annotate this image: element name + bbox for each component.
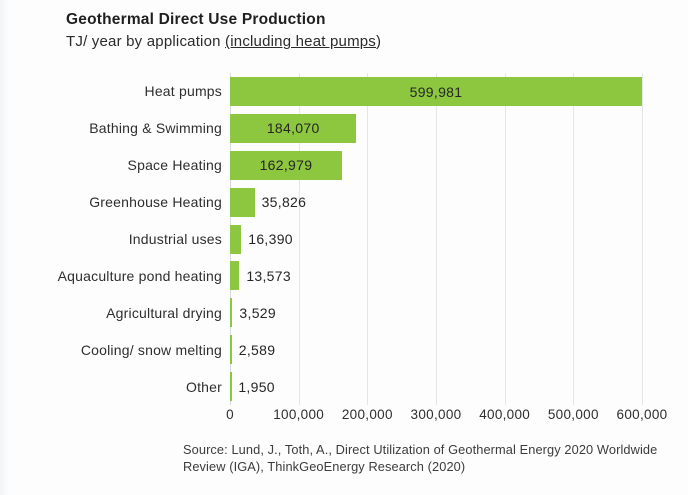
bar — [230, 298, 232, 327]
x-tick-label: 100,000 — [273, 407, 325, 422]
source-line-1: Source: Lund, J., Toth, A., Direct Utilization of Geothermal Energy 2020 Worldwide — [183, 442, 658, 457]
value-label: 35,826 — [261, 194, 307, 211]
x-tick-label: 200,000 — [341, 407, 393, 422]
bar — [230, 225, 241, 254]
category-label: Aquaculture pond heating — [57, 267, 222, 284]
source-note — [183, 441, 663, 475]
x-tick-label: 0 — [226, 407, 234, 422]
bar-track — [230, 151, 642, 180]
bar-track — [230, 335, 642, 364]
category-label: Other — [185, 378, 222, 395]
value-label: 2,589 — [238, 341, 276, 358]
x-tick-label: 300,000 — [410, 407, 462, 422]
x-tick-label: 400,000 — [479, 407, 531, 422]
value-label: 16,390 — [248, 231, 293, 248]
chart-header — [66, 11, 381, 50]
bar-rows — [0, 73, 688, 405]
x-axis — [226, 407, 668, 425]
bar — [230, 188, 255, 217]
chart-title: Geothermal Direct Use Production — [66, 11, 326, 28]
bar-track — [230, 372, 642, 401]
x-tick-label: 500,000 — [547, 407, 599, 422]
category-label: Space Heating — [127, 157, 222, 174]
value-label: 13,573 — [246, 267, 291, 284]
category-label: Cooling/ snow melting — [80, 341, 222, 358]
subtitle-prefix: TJ/ year by application — [66, 33, 226, 50]
category-label: Industrial uses — [128, 230, 222, 247]
value-label: 3,529 — [239, 304, 276, 321]
bar — [230, 261, 239, 290]
bar-track — [230, 188, 642, 217]
x-tick-label: 600,000 — [616, 407, 668, 422]
bar-row — [0, 294, 688, 331]
subtitle-suffix: ) — [376, 33, 382, 50]
bar-track — [230, 298, 642, 327]
bar-row — [0, 73, 688, 110]
bar-track — [230, 114, 642, 143]
category-label: Greenhouse Heating — [89, 194, 222, 211]
bar-row — [0, 184, 688, 221]
value-label: 1,950 — [238, 378, 275, 395]
bar-track — [230, 225, 642, 254]
value-label: 162,979 — [259, 157, 313, 174]
bar-row — [0, 257, 688, 294]
category-label: Agricultural drying — [106, 304, 222, 321]
bar-row — [0, 368, 688, 405]
category-label: Bathing & Swimming — [89, 120, 222, 137]
bar-track — [230, 261, 642, 290]
bar — [230, 335, 232, 364]
bar — [230, 372, 232, 401]
category-label: Heat pumps — [144, 83, 222, 100]
bar-row — [0, 221, 688, 258]
bar-track — [230, 77, 642, 106]
chart-subtitle — [66, 33, 381, 50]
bar-row — [0, 147, 688, 184]
value-label: 184,070 — [266, 120, 320, 137]
subtitle-underlined: (including heat pumps — [225, 33, 377, 50]
value-label: 599,981 — [409, 83, 463, 100]
source-line-2: Review (IGA), ThinkGeoEnergy Research (2020) — [183, 459, 466, 474]
bar-row — [0, 110, 688, 147]
bar-row — [0, 331, 688, 368]
